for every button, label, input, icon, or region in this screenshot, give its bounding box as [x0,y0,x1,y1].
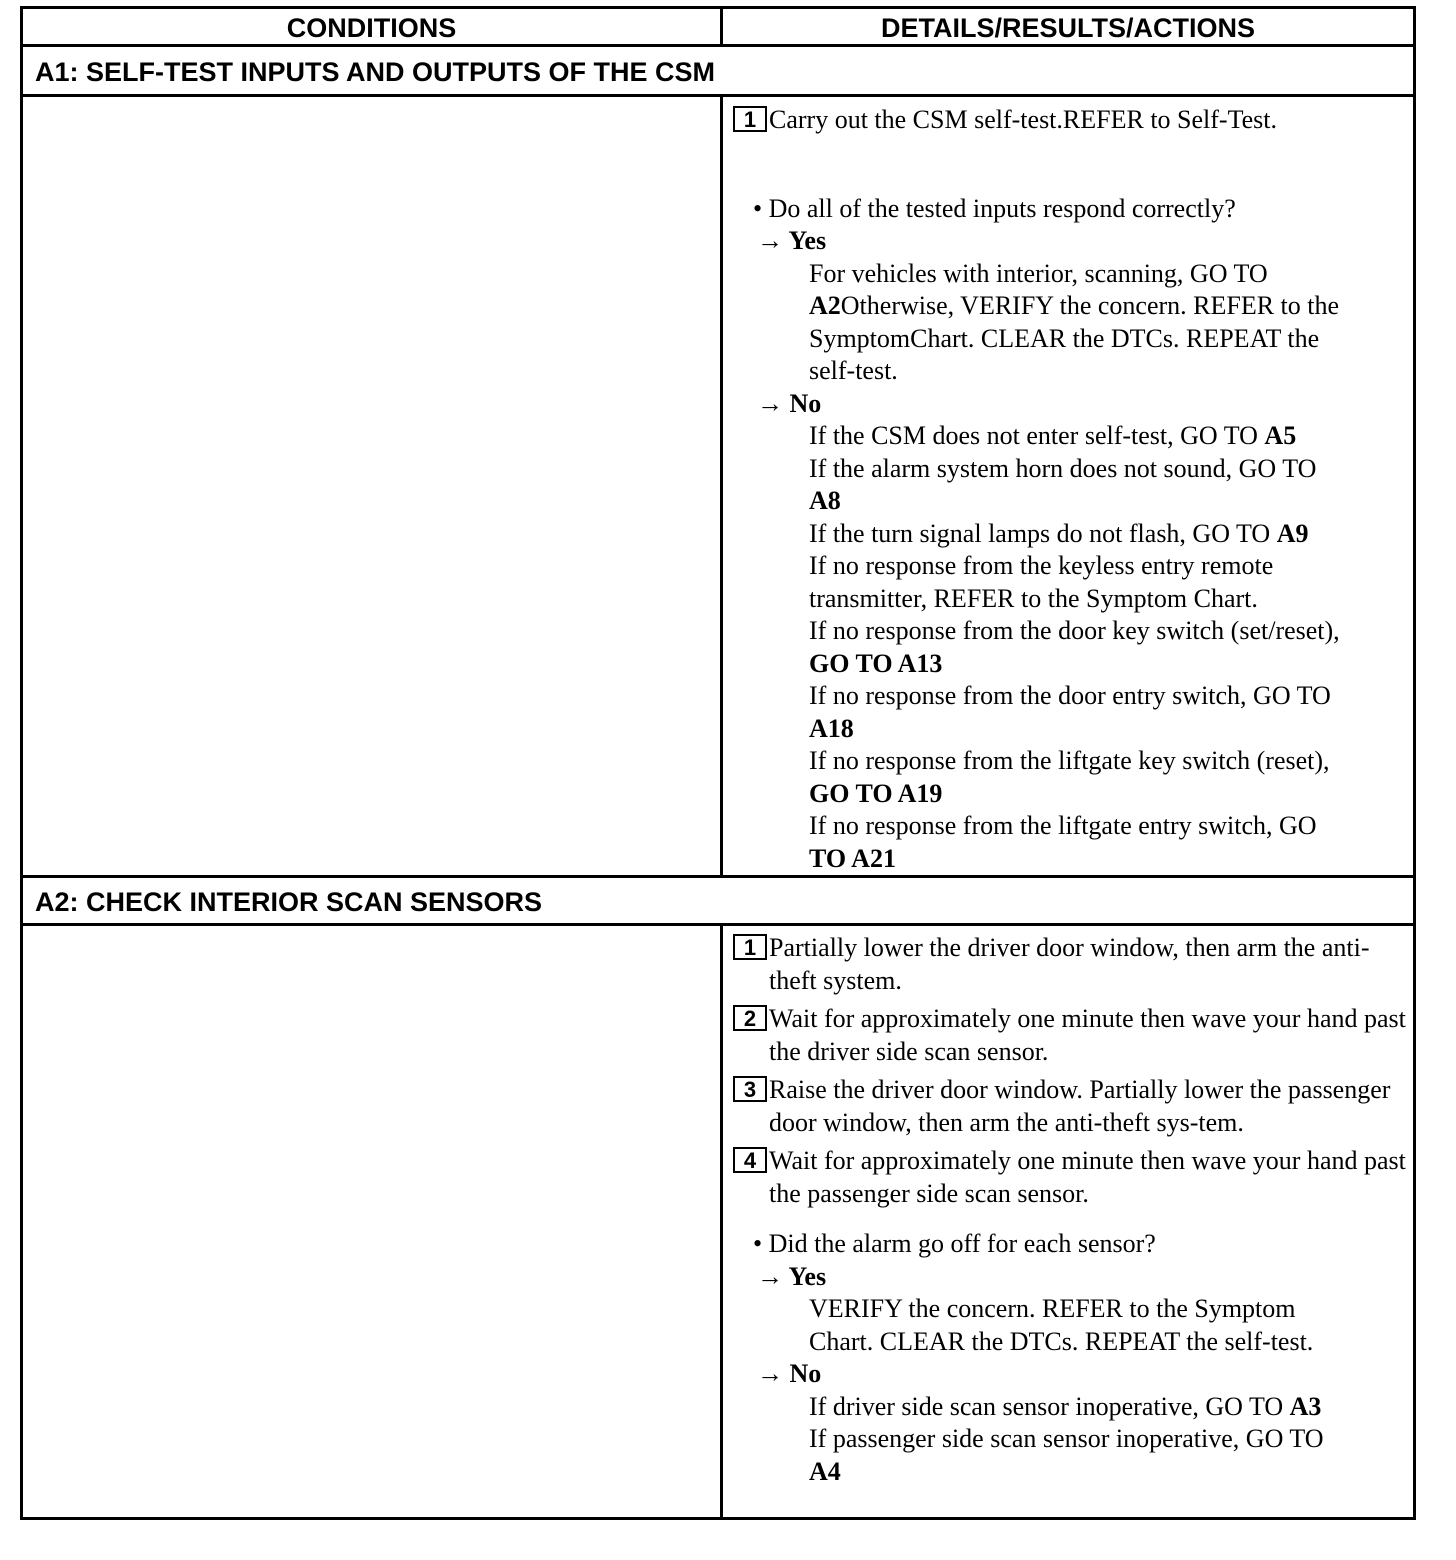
table-header [23,9,1413,47]
a2-step-2 [729,1003,1413,1068]
a1-no-line: If no response from the door key switch (set/reset), [809,616,1340,645]
a1-no-text: If the CSM does not enter self-test, GO TO [809,421,1265,450]
a2-question: • Did the alarm go off for each sensor? [753,1229,1156,1258]
conditions-header: CONDITIONS [286,13,457,43]
a2-no-line [729,1456,1413,1489]
a1-no-line: If no response from the liftgate entry switch, GO [809,811,1317,840]
a2-yes-line: VERIFY the concern. REFER to the Symptom [809,1294,1296,1323]
step-number-box: 3 [733,1076,767,1102]
a1-no-line [729,420,1413,453]
a1-no-line: GO TO A13 [809,648,943,678]
step-number-box: 4 [733,1147,767,1173]
column-divider [720,9,723,47]
a2-yes-line: Chart. CLEAR the DTCs. REPEAT the self-test. [809,1326,1314,1356]
a1-yes-line [729,290,1413,323]
a1-yes-label: → Yes [757,226,827,255]
step-number-box: 2 [733,1005,767,1031]
a2-yes-label: → Yes [757,1261,827,1291]
details-header: DETAILS/RESULTS/ACTIONS [880,13,1255,43]
goto-a5: A5 [1264,421,1297,450]
section-a2-title: A2: CHECK INTERIOR SCAN SENSORS [23,878,1413,926]
a1-yes-text: Otherwise, VERIFY the concern. REFER to the [840,291,1340,320]
section-a1-title: A1: SELF-TEST INPUTS AND OUTPUTS OF THE CSM [23,47,1413,97]
goto-a8: A8 [809,486,841,515]
a2-no-line: If passenger side scan sensor inoperative, GO TO [809,1424,1324,1453]
a1-details [729,104,1413,875]
column-divider [720,97,723,875]
step-text: Wait for approximately one minute then wave your hand past the driver side scan sensor. [769,1004,1406,1066]
a2-details [729,932,1413,1488]
a1-no-text: If the turn signal lamps do not flash, GO TO [809,518,1277,548]
step-text: Partially lower the driver door window, then arm the anti-theft system. [769,933,1370,995]
a1-no-label: → No [757,388,822,418]
a1-no-line: If no response from the door entry switch, GO TO [809,681,1331,710]
a1-no-line: GO TO A19 [809,778,943,808]
column-divider [720,926,723,1517]
goto-a3: A3 [1289,1391,1322,1421]
a1-no-line: If the alarm system horn does not sound, GO TO [809,453,1317,483]
step-number-box: 1 [733,934,767,960]
a1-no-line [729,713,1413,746]
a1-yes-line: For vehicles with interior, scanning, GO TO [809,258,1268,288]
a1-no-line [729,485,1413,518]
a1-no-line: If no response from the keyless entry remote [809,551,1274,580]
a2-step-3 [729,1074,1413,1139]
step-text: Carry out the CSM self-test.REFER to Self-Test. [769,105,1278,134]
a2-step-4 [729,1145,1413,1210]
goto-a4: A4 [809,1456,841,1486]
diagnostic-table [20,6,1416,1520]
a1-no-line: TO A21 [809,843,896,873]
a1-no-line [729,518,1413,551]
a1-yes-line: SymptomChart. CLEAR the DTCs. REPEAT the [809,323,1320,353]
step-text: Raise the driver door window. Partially lower the passenger door window, then arm the anti-theft sys-tem. [769,1075,1391,1137]
a1-step-1 [729,104,1413,137]
a2-no-label: → No [757,1359,822,1388]
a1-no-line: transmitter, REFER to the Symptom Chart. [809,583,1258,613]
a1-question: • Do all of the tested inputs respond correctly? [753,193,1236,223]
a2-step-1 [729,932,1413,997]
a1-yes-line: self-test. [809,356,898,385]
goto-a9: A9 [1276,518,1309,548]
goto-a18: A18 [809,713,854,743]
step-text: Wait for approximately one minute then wave your hand past the passenger side scan sensor. [769,1146,1406,1208]
a1-no-line: If no response from the liftgate key switch (reset), [809,746,1330,775]
goto-a2: A2 [809,291,841,320]
a2-no-line [729,1391,1413,1424]
step-number-box: 1 [733,106,767,132]
a2-no-text: If driver side scan sensor inoperative, GO TO [809,1391,1290,1421]
